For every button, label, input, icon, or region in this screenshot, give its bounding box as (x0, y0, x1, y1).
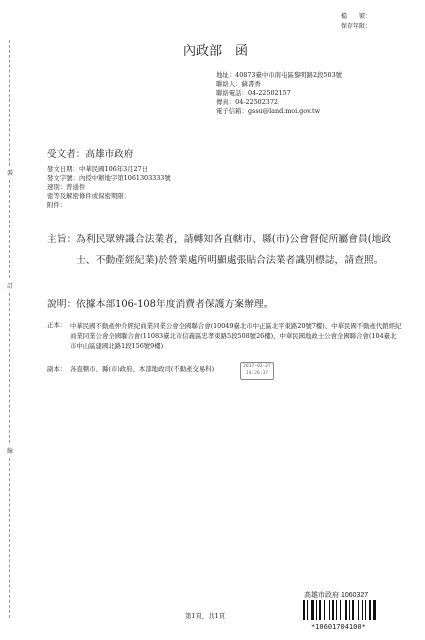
binding-mark-2: 訂 (7, 283, 14, 290)
barcode-bar (324, 600, 325, 620)
binding-line-mid1 (9, 180, 10, 278)
copy-recipients-text: 各直轄市、縣(市)政府、本部地政司(不動產交易科) (70, 365, 215, 373)
sender-address: 地址：40873臺中市南屯區黎明路2段503號 (216, 71, 343, 79)
document-title: 內政部 函 (183, 44, 249, 59)
barcode-bar (362, 600, 363, 620)
barcode-bar (329, 600, 330, 620)
original-recipients-label: 正本： (47, 321, 67, 329)
barcode-bar (369, 600, 371, 620)
contact-block (216, 71, 342, 116)
contact-email: 電子信箱：gssu@land.moi.gov.tw (216, 107, 321, 115)
binding-mark-3: 線 (7, 448, 14, 455)
retention-period-label: 保存年限： (341, 23, 372, 30)
barcode-text: *10601704100* (311, 623, 366, 631)
barcode-bar (358, 600, 359, 620)
copy-recipients-label: 副本： (47, 365, 67, 373)
document-meta (47, 165, 171, 210)
contact-fax: 傳真：04-22502372 (216, 98, 278, 106)
barcode-bar (345, 600, 347, 620)
barcode-bar (319, 600, 321, 620)
barcode-bar (311, 600, 314, 620)
binding-line-bottom (9, 458, 10, 618)
subject-text: 為利民眾辨識合法業者，請轉知各直轄市、縣(市)公會督促所屬會員(地政士、不動產經紀業)於營業處所明顯處張貼合法業者識別標誌，請查照。 (76, 234, 392, 266)
barcode-bar (340, 600, 341, 620)
issue-date: 發文日期：中華民國106年3月27日 (47, 165, 149, 173)
binding-mark-1: 裝 (7, 170, 14, 177)
barcode (303, 600, 399, 620)
recipient: 受文者：高雄市政府 (47, 149, 134, 160)
contact-person: 聯絡人：蘇書香 (216, 80, 261, 88)
explanation-text: 依據本部106-108年度消費者保護方案辦理。 (76, 299, 274, 310)
barcode-bar (307, 600, 308, 620)
barcode-bar (316, 600, 317, 620)
subject-label: 主旨： (47, 234, 77, 245)
delivery-speed: 速別：普通件 (47, 183, 86, 191)
barcode-bar (303, 600, 305, 620)
barcode-bar (332, 600, 334, 620)
attachment: 附件： (47, 201, 67, 209)
barcode-bar (352, 600, 354, 620)
binding-line-mid2 (9, 293, 10, 443)
original-recipients-text: 中華民國不動產仲介經紀商業同業公會全國聯合會(10049臺北市中正區北平東路20號7樓)、中華民國不動產代銷經紀商業同業公會全國聯合會(11083臺北市信義區忠孝東路5段508號26樓)、中華民國地政士公會全國聯合會(104臺北市中山區建國北路1段156號9樓) (70, 322, 402, 351)
barcode-bar (373, 600, 376, 620)
explanation-label: 說明： (47, 299, 77, 310)
secrecy-level: 密等及解密條件或保密期限： (47, 192, 131, 200)
receipt-stamp (240, 362, 274, 380)
barcode-bar (365, 600, 366, 620)
stamp-time: 14:26:37 (245, 371, 269, 376)
barcode-bar (336, 600, 337, 620)
page-number: 第1頁，共1頁 (185, 612, 226, 620)
receipt-org-number: 高雄市政府 1060327 (304, 592, 369, 599)
issue-number: 發文字號：內授中辦地字第1061303333號 (47, 174, 171, 182)
stamp-date: 2017-03-27 (243, 364, 271, 369)
contact-phone: 聯絡電話：04-22502157 (216, 89, 291, 97)
binding-line-top (9, 40, 10, 166)
barcode-bar (349, 600, 350, 620)
file-number-label: 檔 號： (341, 13, 372, 20)
